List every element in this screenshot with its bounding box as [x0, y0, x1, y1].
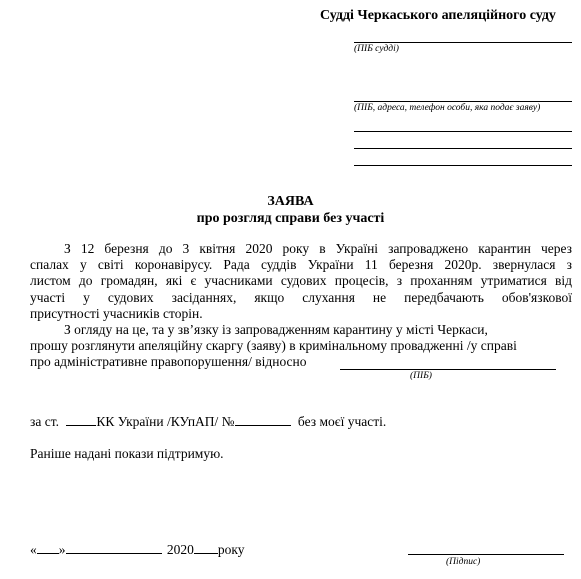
- paragraph-line: листом до громадян, які є учасниками судових процесів, з проханням утриматися від: [30, 273, 572, 289]
- paragraph-line: З 12 березня до 3 квітня 2020 року в Україні запроваджено карантин через: [64, 241, 572, 256]
- date-close-quote: »: [58, 542, 66, 557]
- paragraph-line: про адміністративне правопорушення/ відносно: [30, 354, 307, 370]
- paragraph-line: участі у судових засіданнях, якщо слухання не передбачають обов'язкової: [30, 289, 572, 305]
- article-number-blank[interactable]: [66, 413, 96, 426]
- judge-name-line[interactable]: [354, 42, 572, 43]
- applicant-extra-line-1[interactable]: [354, 131, 572, 132]
- date-open-quote: «: [30, 542, 37, 557]
- article-prefix: за ст.: [30, 414, 59, 429]
- signature-line[interactable]: [408, 554, 564, 555]
- defendant-name-line[interactable]: [340, 369, 556, 370]
- month-blank[interactable]: [66, 541, 162, 554]
- paragraph-line: прошу розглянути апеляційну скаргу (заяву) в кримінальному провадженні /у справі: [30, 338, 517, 354]
- paragraph-request: [30, 322, 572, 371]
- document-subtitle: про розгляд справи без участі: [196, 211, 385, 226]
- article-middle: КК України /КУпАП/ №: [96, 414, 235, 429]
- paragraph-line: присутності учасників сторін.: [30, 305, 203, 321]
- applicant-info-caption: (ПІБ, адреса, телефон особи, яка подає заяву): [354, 103, 541, 113]
- article-suffix: без моєї участі.: [297, 414, 387, 429]
- year-suffix: року: [217, 542, 245, 557]
- applicant-info-line[interactable]: [354, 101, 572, 102]
- paragraph-quarantine: [30, 241, 572, 322]
- date-field: [30, 541, 245, 558]
- testimony-statement: Раніше надані покази підтримую.: [30, 446, 224, 461]
- article-line: [30, 413, 386, 430]
- year-prefix: 2020: [166, 542, 194, 557]
- applicant-extra-line-2[interactable]: [354, 148, 572, 149]
- judge-name-caption: (ПІБ судді): [354, 44, 399, 54]
- day-blank[interactable]: [37, 541, 59, 554]
- defendant-name-caption: (ПІБ): [410, 371, 432, 381]
- document-title: ЗАЯВА: [267, 194, 314, 209]
- addressee: Судді Черкаського апеляційного суду: [320, 8, 556, 23]
- applicant-extra-line-3[interactable]: [354, 165, 572, 166]
- signature-caption: (Підпис): [446, 557, 481, 567]
- case-number-blank[interactable]: [235, 413, 291, 426]
- year-blank[interactable]: [194, 541, 218, 554]
- paragraph-line: З огляду на це, та у зв’язку із запровадженням карантину у місті Черкаси,: [64, 322, 488, 337]
- paragraph-line: спалах у світі коронавірусу. Рада суддів України 11 березня 2020р. звернулася з: [30, 257, 572, 273]
